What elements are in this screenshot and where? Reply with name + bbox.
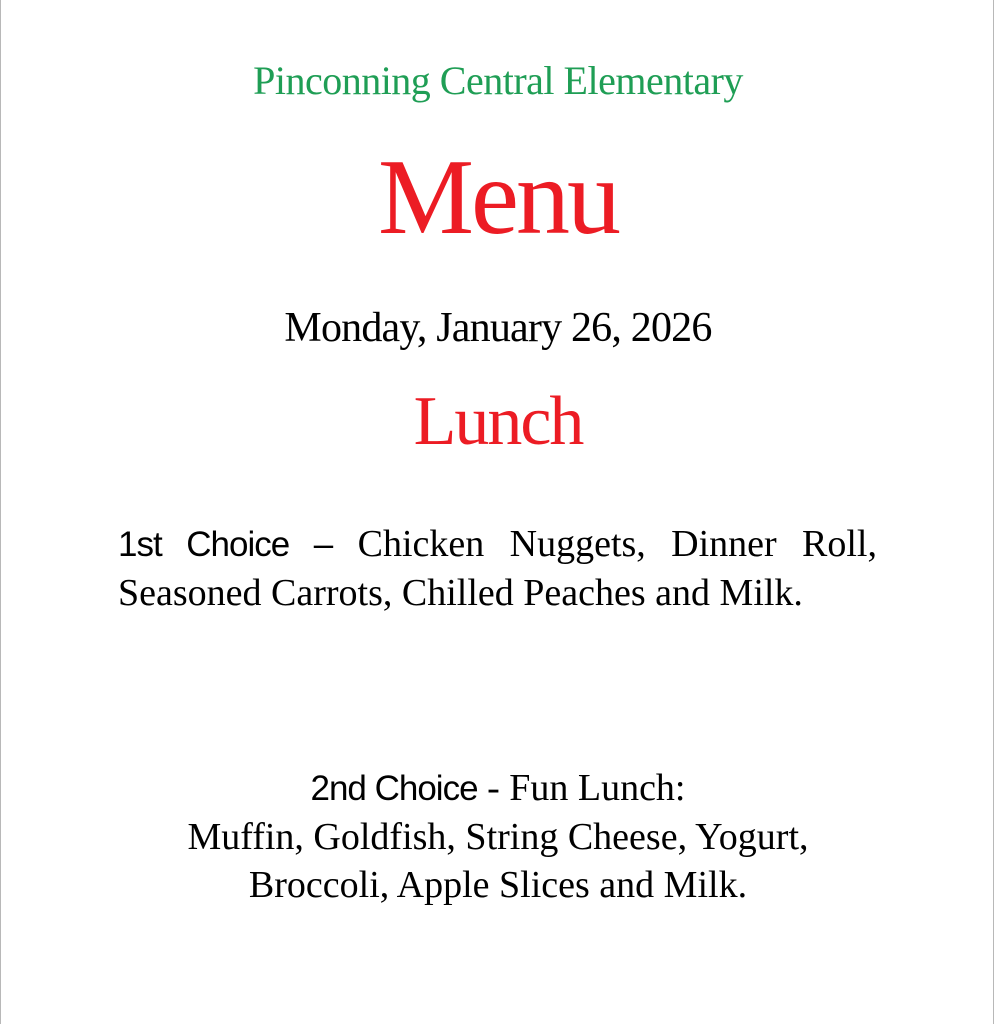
first-choice-label: 1st Choice – xyxy=(118,525,333,564)
second-choice-label: 2nd Choice xyxy=(310,769,478,808)
menu-date: Monday, January 26, 2026 xyxy=(284,305,712,351)
first-choice xyxy=(118,520,877,617)
meal-title: Lunch xyxy=(413,383,583,460)
menu-title: Menu xyxy=(378,138,618,257)
first-choice-items: Chicken Nuggets, Dinner Roll, Seasoned Carrots, Chilled Peaches and Milk. xyxy=(118,523,877,614)
second-choice xyxy=(0,764,996,909)
second-choice-items-line-2: Broccoli, Apple Slices and Milk. xyxy=(248,864,748,906)
second-choice-heading xyxy=(0,764,996,813)
second-choice-items-line-1: Muffin, Goldfish, String Cheese, Yogurt, xyxy=(187,816,809,858)
second-choice-separator: - Fun Lunch: xyxy=(487,767,686,809)
school-name: Pinconning Central Elementary xyxy=(253,58,743,103)
